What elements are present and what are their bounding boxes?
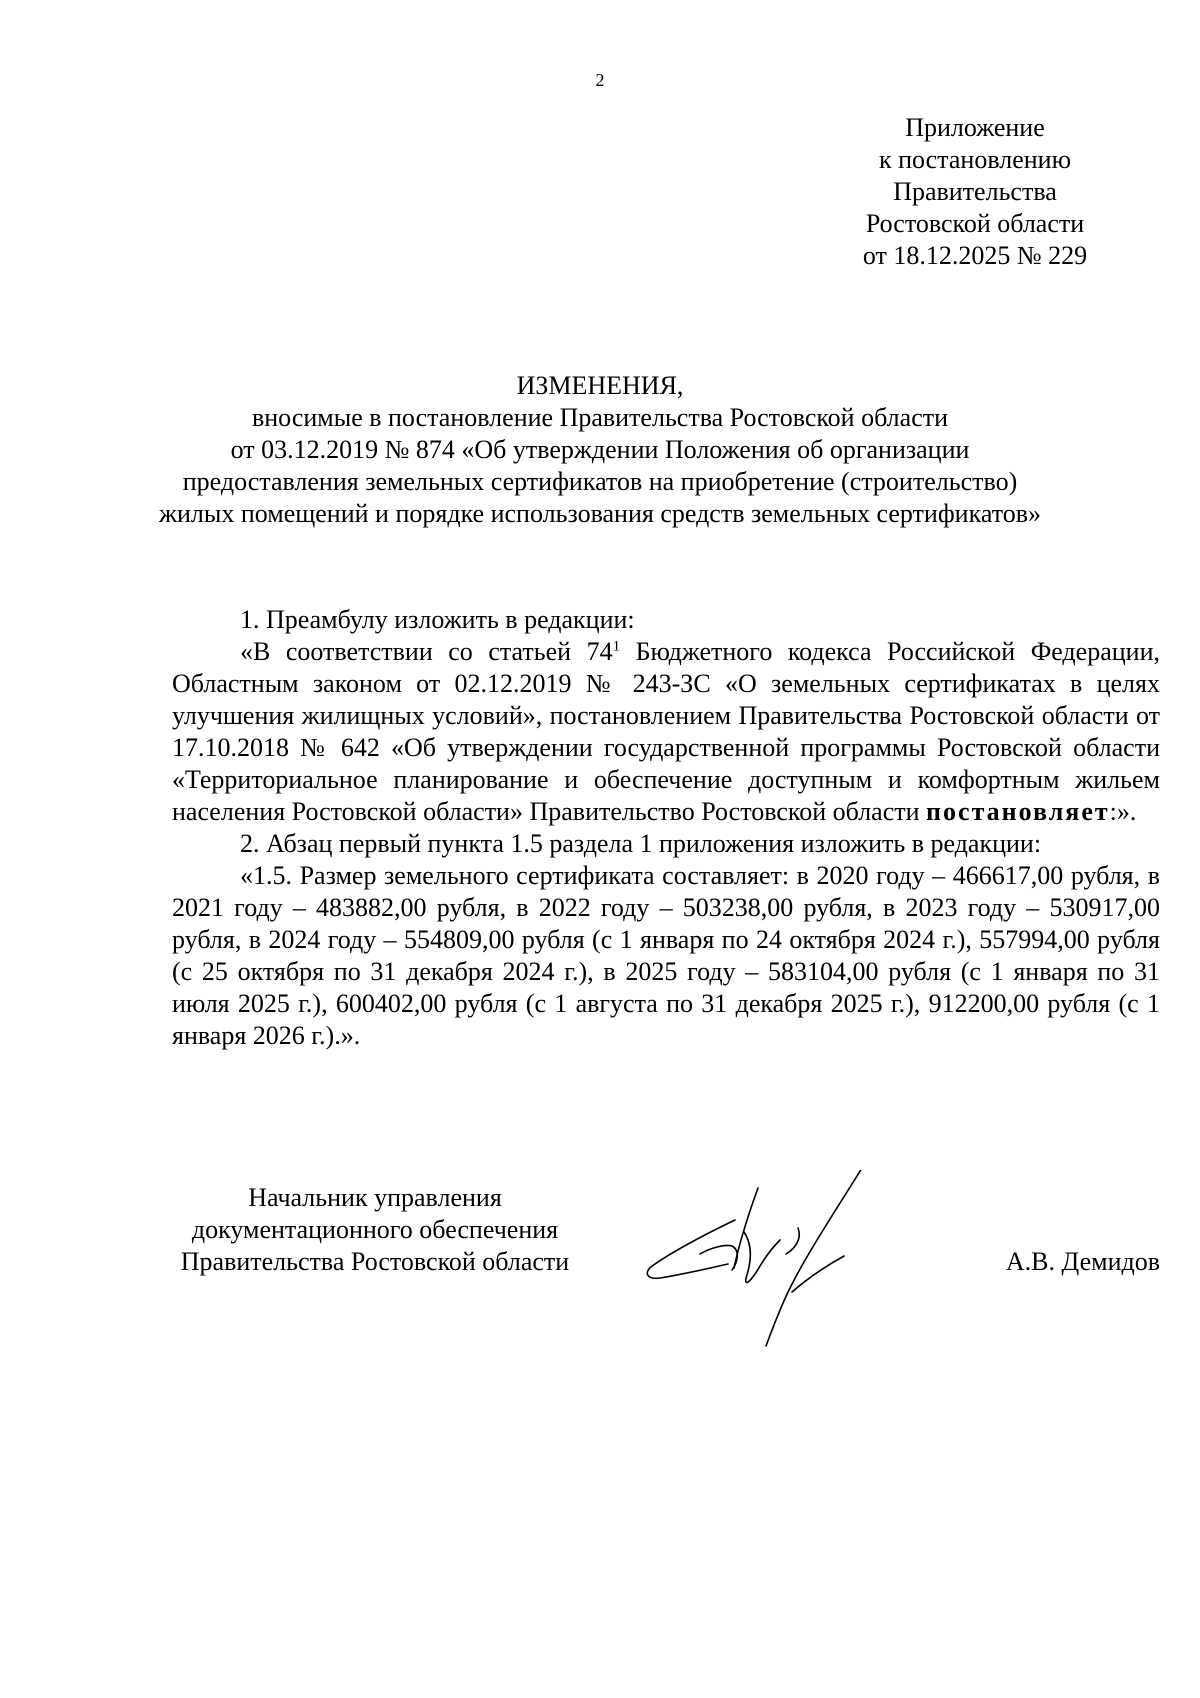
heading-line: жилых помещений и порядке использования средств земельных сертификатов»: [159, 499, 1041, 528]
signer-title-line: Начальник управления: [248, 1183, 502, 1212]
item-1-intro: 1. Преамбулу изложить в редакции:: [240, 605, 635, 634]
item-2-text: «1.5. Размер земельного сертификата составляет: в 2020 году – 466617,00 рубля, в 2021 году – 483882,00 рубля, в 2022 году – 503238,00 рубля, в 2023 году – 530917,00 рубля, в 2024 году – 554809,00 рубля (с 1 января по 24 октября 2024 г.), 557994,00 рубля (с 25 октября по 31 декабря 2024 г.), в 2025 году – 583104,00 рубля (с 1 января по 31 июля 2025 г.), 600402,00 рубля (с 1 августа по 31 декабря 2025 г.), 912200,00 рубля (с 1 января 2026 г.).».: [172, 861, 1160, 1050]
appendix-line: Приложение: [905, 113, 1045, 142]
item-1-text: [172, 636, 1160, 828]
item-1-text-middle: Бюджетного кодекса Российской Федерации, Областным законом от 02.12.2019 № 243-ЗС «О земельных сертификатах в целях улучшения жилищных условий», постановлением Правительства Ростовской области от 17.10.2018 № 642 «Об утверждении государственной программы Ростовской области «Территориальное планирование и обеспечение доступным и комфортным жильем населения Ростовской области» Правительство Ростовской области: [172, 637, 1160, 826]
item-2-intro: 2. Абзац первый пункта 1.5 раздела 1 приложения изложить в редакции:: [240, 829, 1042, 858]
signature-icon: [640, 1170, 920, 1350]
heading-line: от 03.12.2019 № 874 «Об утверждении Положения об организации: [230, 435, 970, 464]
appendix-line: Ростовской области: [865, 209, 1085, 238]
document-body: [172, 604, 1160, 1052]
document-heading: [100, 370, 1100, 530]
item-1-text-end: :».: [1109, 797, 1137, 826]
item-1-superscript: 1: [612, 638, 621, 655]
heading-line: предоставления земельных сертификатов на приобретение (строительство): [182, 467, 1018, 496]
appendix-line: от 18.12.2025 № 229: [862, 241, 1088, 270]
item-1-text-start: «В соответствии со статьей 74: [240, 637, 613, 666]
appendix-block: [830, 112, 1120, 272]
heading-title: ИЗМЕНЕНИЯ,: [516, 371, 684, 400]
appendix-line: Правительства: [893, 177, 1057, 206]
signer-name: А.В. Демидов: [1005, 1247, 1160, 1276]
signer-title: [150, 1182, 600, 1278]
item-1-emphasis: постановляет: [926, 797, 1110, 826]
appendix-line: к постановлению: [878, 145, 1072, 174]
signer-title-line: документационного обеспечения: [191, 1215, 559, 1244]
signer-title-line: Правительства Ростовской области: [180, 1247, 570, 1276]
heading-line: вносимые в постановление Правительства Ростовской области: [251, 403, 949, 432]
page-number: 2: [595, 70, 605, 90]
